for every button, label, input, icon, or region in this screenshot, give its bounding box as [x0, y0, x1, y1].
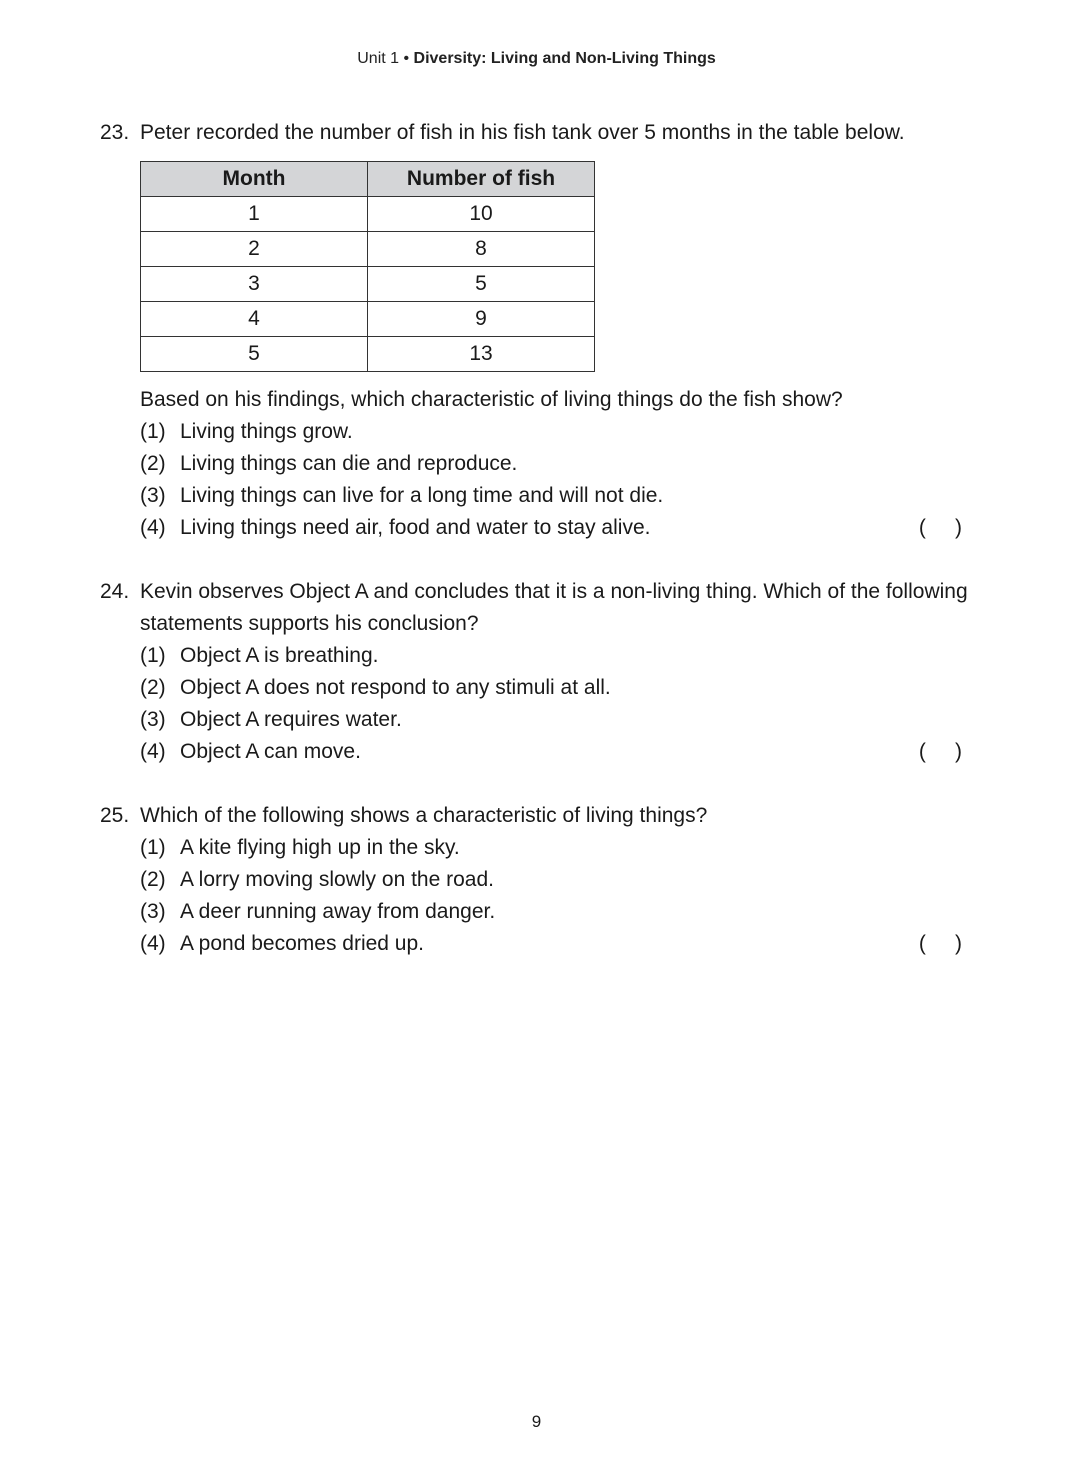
option-number: (2) — [140, 868, 166, 891]
table-cell: 5 — [141, 337, 368, 372]
table-row — [141, 197, 595, 232]
option-number: (4) — [140, 932, 166, 955]
answer-bracket[interactable]: ( ) — [918, 932, 962, 955]
unit-title: Diversity: Living and Non-Living Things — [413, 50, 716, 67]
option-2 — [140, 448, 980, 480]
option-number: (4) — [140, 516, 166, 539]
option-4 — [140, 512, 980, 544]
table-cell: 5 — [368, 267, 595, 302]
table-header-row — [141, 162, 595, 197]
option-1 — [140, 832, 980, 864]
options-list — [140, 832, 980, 960]
question-number: 25. — [100, 804, 130, 827]
table-cell: 10 — [368, 197, 595, 232]
fish-table — [140, 161, 595, 372]
answer-bracket[interactable]: ( ) — [918, 516, 962, 539]
question-23 — [100, 117, 980, 544]
table-row — [141, 232, 595, 267]
option-text: Living things need air, food and water to stay alive. — [180, 516, 651, 539]
option-text: Living things grow. — [180, 420, 353, 443]
table-cell: 4 — [141, 302, 368, 337]
table-cell: 13 — [368, 337, 595, 372]
option-text: Living things can die and reproduce. — [180, 452, 518, 475]
option-4 — [140, 736, 980, 768]
unit-label: Unit 1 • — [357, 50, 410, 67]
options-list — [140, 416, 980, 544]
option-text: A kite flying high up in the sky. — [180, 836, 460, 859]
option-number: (3) — [140, 900, 166, 923]
option-text: Object A does not respond to any stimuli at all. — [180, 676, 611, 699]
option-3 — [140, 896, 980, 928]
option-number: (1) — [140, 836, 166, 859]
option-2 — [140, 672, 980, 704]
options-list — [140, 640, 980, 768]
option-1 — [140, 416, 980, 448]
table-cell: 9 — [368, 302, 595, 337]
option-number: (1) — [140, 420, 166, 443]
question-text: Which of the following shows a characteristic of living things? — [140, 804, 708, 827]
table-cell: 3 — [141, 267, 368, 302]
option-2 — [140, 864, 980, 896]
option-number: (2) — [140, 676, 166, 699]
option-number: (4) — [140, 740, 166, 763]
option-text: A lorry moving slowly on the road. — [180, 868, 494, 891]
question-number: 24. — [100, 580, 130, 603]
table-cell: 2 — [141, 232, 368, 267]
table-cell: 8 — [368, 232, 595, 267]
option-3 — [140, 704, 980, 736]
question-text: Kevin observes Object A and concludes that it is a non-living thing. Which of the following statements supports his conclusion? — [140, 580, 968, 635]
option-text: Object A is breathing. — [180, 644, 379, 667]
option-text: A pond becomes dried up. — [180, 932, 425, 955]
question-24 — [100, 576, 980, 768]
answer-bracket[interactable]: ( ) — [918, 740, 962, 763]
option-3 — [140, 480, 980, 512]
question-text: Peter recorded the number of fish in his fish tank over 5 months in the table below. — [140, 121, 905, 144]
question-25 — [100, 800, 980, 960]
page-number: 9 — [531, 1412, 542, 1431]
option-text: Living things can live for a long time and will not die. — [180, 484, 664, 507]
option-text: A deer running away from danger. — [180, 900, 496, 923]
table-row — [141, 267, 595, 302]
option-text: Object A can move. — [180, 740, 361, 763]
column-header-number-of-fish: Number of fish — [368, 162, 595, 197]
option-1 — [140, 640, 980, 672]
option-number: (3) — [140, 484, 166, 507]
table-row — [141, 302, 595, 337]
column-header-month: Month — [141, 162, 368, 197]
question-stem: Based on his findings, which characteristic of living things do the fish show? — [140, 388, 843, 411]
table-row — [141, 337, 595, 372]
table-cell: 1 — [141, 197, 368, 232]
question-number: 23. — [100, 121, 130, 144]
option-number: (3) — [140, 708, 166, 731]
option-text: Object A requires water. — [180, 708, 402, 731]
page-header — [0, 50, 1073, 68]
option-number: (1) — [140, 644, 166, 667]
option-number: (2) — [140, 452, 166, 475]
option-4 — [140, 928, 980, 960]
